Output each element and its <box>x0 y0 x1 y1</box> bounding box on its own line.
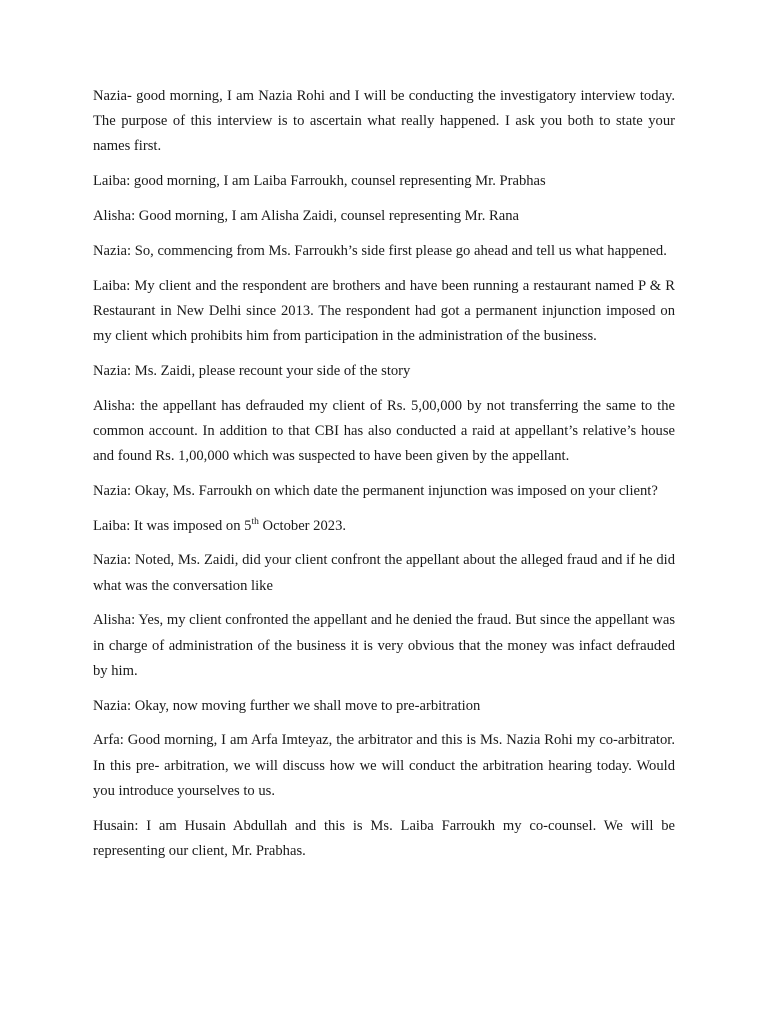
transcript-paragraph-laiba-date-answer <box>93 514 675 539</box>
document-page <box>93 84 675 874</box>
transcript-paragraph-alisha-account: Alisha: the appellant has defrauded my client of Rs. 5,00,000 by not transferring the same to the common account. In addition to that CBI has also conducted a raid at appellant’s relative’s house and found Rs. 1,00,000 which was suspected to have been given by the appellant. <box>93 397 675 464</box>
transcript-paragraph-nazia-intro: Nazia- good morning, I am Nazia Rohi and I will be conducting the investigatory interview today. The purpose of this interview is to ascertain what really happened. I ask you both to state your names first. <box>93 88 675 155</box>
transcript-paragraph-alisha-confront-answer: Alisha: Yes, my client confronted the appellant and he denied the fraud. But since the appellant was in charge of administration of the business it is very obvious that the money was infact defrauded by him. <box>93 612 675 679</box>
date-answer-text: Laiba: It was imposed on 5 <box>93 517 252 534</box>
transcript-paragraph-nazia-confront-question: Nazia: Noted, Ms. Zaidi, did your client confront the appellant about the alleged fraud and if he did what was the conversation like <box>93 552 675 594</box>
transcript-paragraph-nazia-recount: Nazia: Ms. Zaidi, please recount your side of the story <box>93 362 411 379</box>
transcript-paragraph-nazia-commence: Nazia: So, commencing from Ms. Farroukh’s side first please go ahead and tell us what happened. <box>93 242 667 259</box>
transcript-paragraph-arfa-intro: Arfa: Good morning, I am Arfa Imteyaz, the arbitrator and this is Ms. Nazia Rohi my co-arbitrator. In this pre- arbitration, we will discuss how we will conduct the arbitration hearing today. Would you introduce yourselves to us. <box>93 732 675 799</box>
ordinal-suffix: th <box>251 516 259 527</box>
transcript-paragraph-laiba-account: Laiba: My client and the respondent are brothers and have been running a restaurant named P & R Restaurant in New Delhi since 2013. The respondent had got a permanent injunction imposed on my client which prohibits him from participation in the administration of the business. <box>93 277 675 344</box>
transcript-paragraph-laiba-intro: Laiba: good morning, I am Laiba Farroukh, counsel representing Mr. Prabhas <box>93 173 546 190</box>
transcript-paragraph-nazia-pre-arbitration: Nazia: Okay, now moving further we shall move to pre-arbitration <box>93 697 481 714</box>
transcript-paragraph-alisha-intro: Alisha: Good morning, I am Alisha Zaidi, counsel representing Mr. Rana <box>93 208 519 224</box>
transcript-paragraph-husain-intro: Husain: I am Husain Abdullah and this is Ms. Laiba Farroukh my co-counsel. We will be representing our client, Mr. Prabhas. <box>93 817 675 859</box>
transcript-paragraph-nazia-date-question: Nazia: Okay, Ms. Farroukh on which date the permanent injunction was imposed on your client? <box>93 482 658 499</box>
date-answer-text-end: October 2023. <box>258 517 347 534</box>
